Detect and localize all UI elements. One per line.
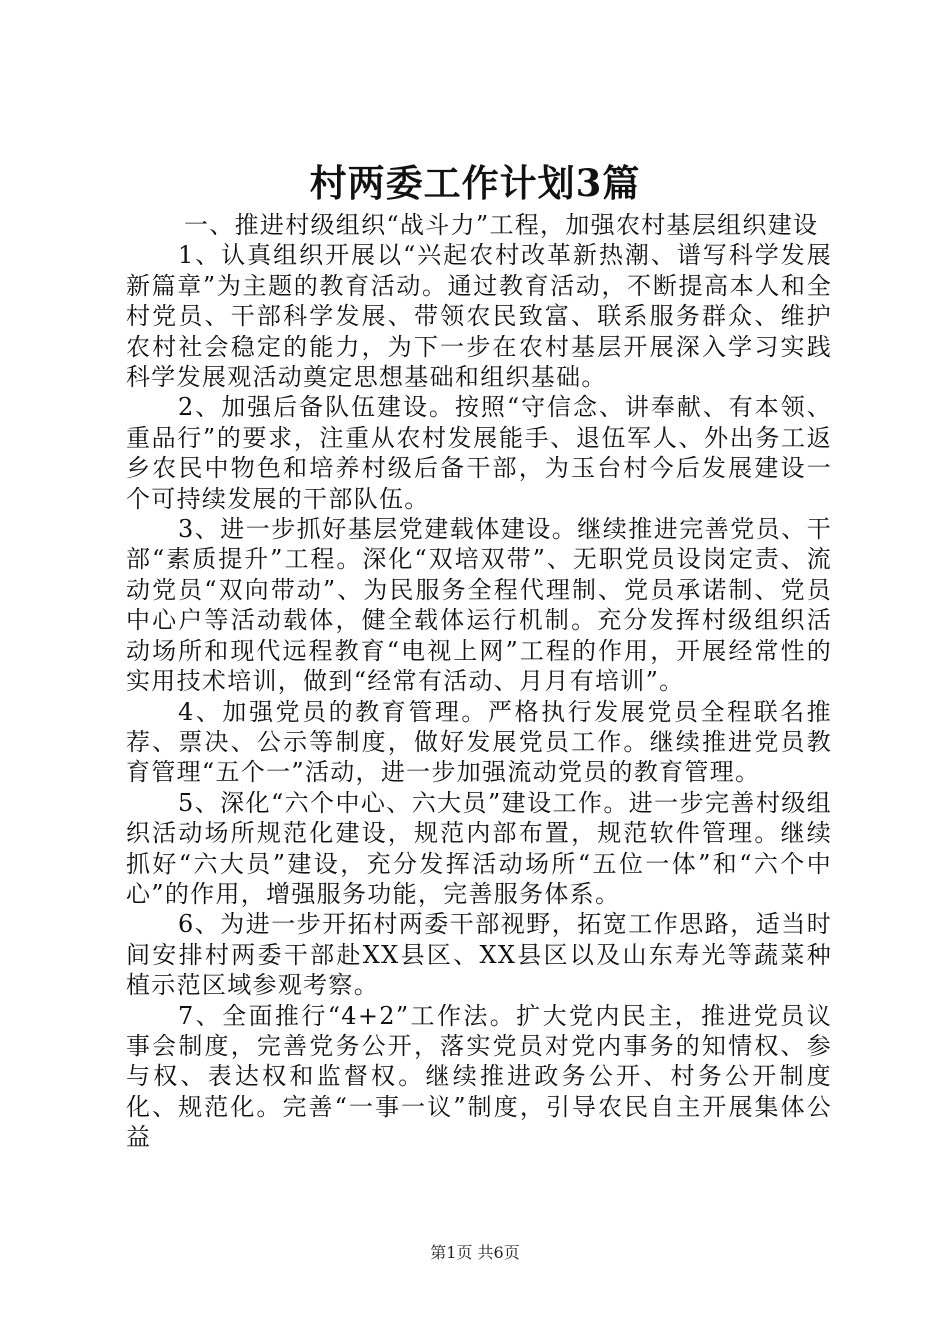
- section-heading: 一、推进村级组织“战斗力”工程，加强农村基层组织建设: [184, 211, 819, 239]
- paragraph-5: 5、深化“六个中心、六大员”建设工作。进一步完善村级组织活动场所规范化建设，规范内部布置，规范软件管理。继续抓好“六大员”建设，充分发挥活动场所“五位一体”和“六个中心”的作用，增强服务功能，完善服务体系。: [126, 788, 832, 908]
- document-body: [126, 210, 832, 1153]
- paragraph-1: 1、认真组织开展以“兴起农村改革新热潮、谱写科学发展新篇章”为主题的教育活动。通过教育活动，不断提高本人和全村党员、干部科学发展、带领农民致富、联系服务群众、维护农村社会稳定的能力，为下一步在农村基层开展深入学习实践科学发展观活动奠定思想基础和组织基础。: [126, 241, 832, 392]
- page-number-footer: 第1页 共6页: [430, 1243, 520, 1262]
- paragraph-6: 6、为进一步开拓村两委干部视野，拓宽工作思路，适当时间安排村两委干部赴XX县区、XX县区以及山东寿光等蔬菜种植示范区域参观考察。: [126, 910, 832, 1000]
- paragraph-7: 7、全面推行“4+2”工作法。扩大党内民主，推进党员议事会制度，完善党务公开，落实党员对党内事务的知情权、参与权、表达权和监督权。继续推进政务公开、村务公开制度化、规范化。完善“一事一议”制度，引导农民自主开展集体公益: [126, 1001, 832, 1152]
- paragraph-2: 2、加强后备队伍建设。按照“守信念、讲奉献、有本领、重品行”的要求，注重从农村发展能手、退伍军人、外出务工返乡农民中物色和培养村级后备干部，为玉台村今后发展建设一个可持续发展的干部队伍。: [126, 393, 832, 513]
- paragraph-4: 4、加强党员的教育管理。严格执行发展党员全程联名推荐、票决、公示等制度，做好发展党员工作。继续推进党员教育管理“五个一”活动，进一步加强流动党员的教育管理。: [126, 697, 832, 787]
- document-title: 村两委工作计划3篇: [309, 161, 641, 205]
- paragraph-3: 3、进一步抓好基层党建载体建设。继续推进完善党员、干部“素质提升”工程。深化“双培双带”、无职党员设岗定责、流动党员“双向带动”、为民服务全程代理制、党员承诺制、党员中心户等活动载体，健全载体运行机制。充分发挥村级组织活动场所和现代远程教育“电视上网”工程的作用，开展经常性的实用技术培训，做到“经常有活动、月月有培训”。: [126, 515, 832, 696]
